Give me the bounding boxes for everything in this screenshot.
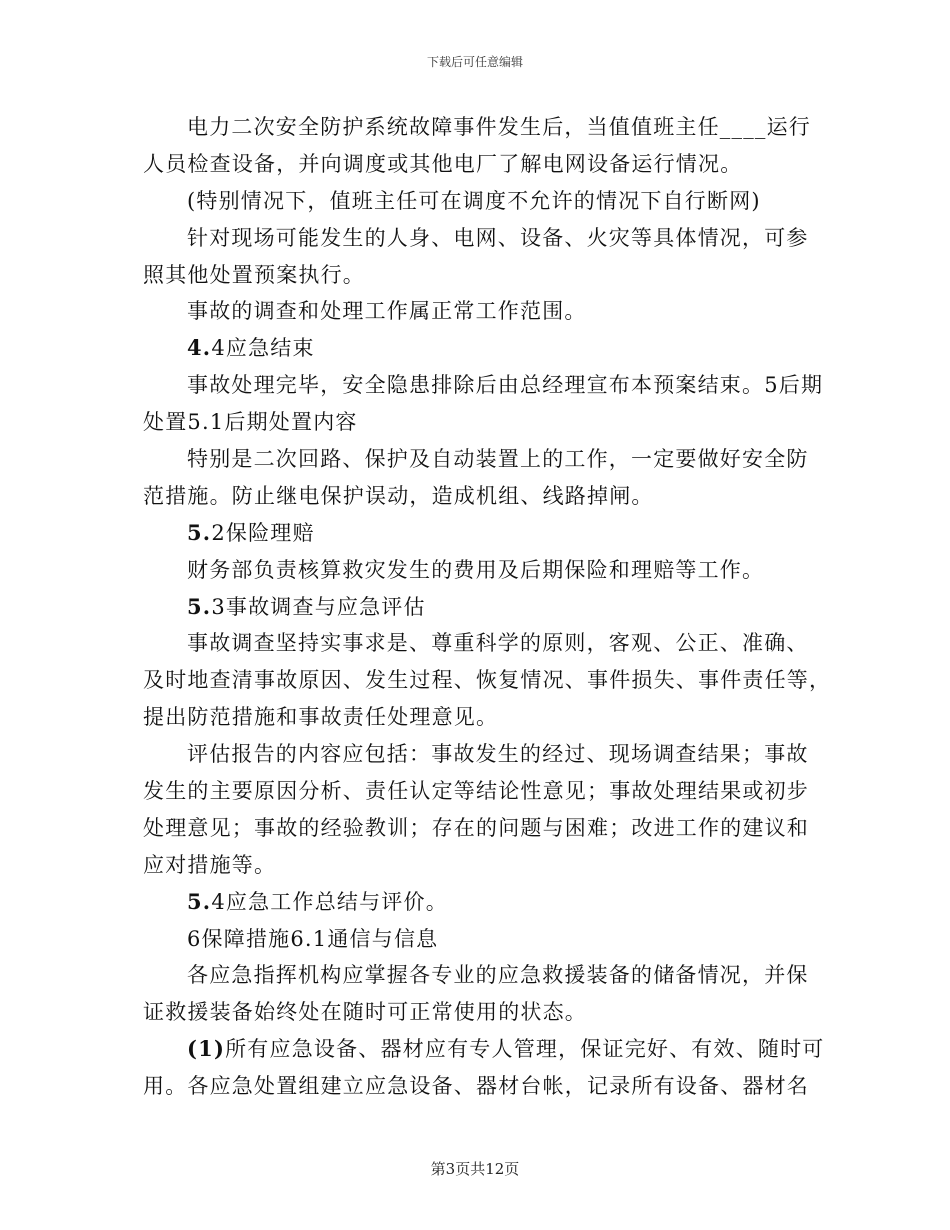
text-line — [143, 147, 815, 184]
text-line — [143, 368, 824, 405]
line-text: 用。各应急处置组建立应急设备、器材台帐，记录所有设备、器材名 — [143, 1074, 809, 1099]
line-text: 事故调查坚持实事求是、尊重科学的原则，客观、公正、准确、 — [187, 631, 809, 656]
line-text: 照其他处置预案执行。 — [143, 262, 365, 287]
section-number: 5. — [187, 519, 212, 545]
text-line — [143, 885, 815, 922]
text-line — [143, 553, 815, 590]
text-line — [143, 958, 815, 995]
line-text: 特别是二次回路、保护及自动装置上的工作，一定要做好安全防 — [187, 447, 809, 472]
line-text: 3事故调查与应急评估 — [211, 594, 426, 619]
line-text: 财务部负责核算救灾发生的费用及后期保险和理赔等工作。 — [187, 557, 765, 582]
section-number: 5. — [187, 593, 212, 619]
line-text: 电力二次安全防护系统故障事件发生后，当值值班主任____运行 — [187, 115, 811, 139]
text-line — [143, 922, 815, 959]
text-line — [143, 811, 815, 848]
section-number: (1) — [187, 1036, 226, 1062]
text-line — [143, 479, 815, 516]
text-line — [143, 663, 832, 700]
line-text: 各应急指挥机构应掌握各专业的应急救援装备的储备情况，并保 — [187, 963, 809, 988]
line-text: 所有应急设备、器材应有专人管理，保证完好、有效、随时可 — [225, 1037, 825, 1062]
line-text: 应对措施等。 — [143, 852, 277, 877]
line-text: 证救援装备始终处在随时可正常使用的状态。 — [143, 1000, 587, 1025]
text-line — [143, 1069, 815, 1106]
line-text: 评估报告的内容应包括：事故发生的经过、现场调查结果；事故 — [187, 742, 809, 767]
line-text: 及时地查清事故原因、发生过程、恢复情况、事件损失、事件责任等， — [143, 668, 832, 693]
text-line — [143, 590, 815, 627]
text-line — [143, 184, 815, 221]
line-text: 人员检查设备，并向调度或其他电厂了解电网设备运行情况。 — [143, 151, 743, 176]
document-body — [143, 110, 832, 1106]
line-text: 发生的主要原因分析、责任认定等结论性意见；事故处理结果或初步 — [143, 779, 809, 804]
text-line — [143, 110, 815, 147]
line-text: 事故处理完毕，安全隐患排除后由总经理宣布本预案结束。5后期 — [187, 373, 824, 398]
section-number: 5. — [187, 888, 212, 914]
text-line — [143, 774, 815, 811]
line-text: 6保障措施6.1通信与信息 — [187, 926, 439, 951]
line-text: 4应急结束 — [211, 336, 315, 361]
line-text: 4应急工作总结与评价。 — [211, 889, 448, 914]
line-text: (特别情况下，值班主任可在调度不允许的情况下自行断网) — [187, 188, 761, 213]
page-footer: 第3页共12页 — [430, 1160, 520, 1178]
text-line — [143, 294, 815, 331]
section-number: 4. — [187, 335, 212, 361]
line-text: 处理意见；事故的经验教训；存在的问题与困难；改进工作的建议和 — [143, 815, 809, 840]
line-text: 针对现场可能发生的人身、电网、设备、火灾等具体情况，可参 — [187, 225, 809, 250]
text-line — [143, 700, 815, 737]
text-line — [143, 331, 815, 368]
text-line — [143, 737, 815, 774]
page-header: 下载后可任意编辑 — [426, 55, 523, 69]
text-line — [143, 405, 815, 442]
text-line — [143, 442, 815, 479]
line-text: 处置5.1后期处置内容 — [143, 410, 358, 435]
text-line — [143, 1032, 825, 1069]
line-text: 范措施。防止继电保护误动，造成机组、线路掉闸。 — [143, 483, 654, 508]
line-text: 事故的调查和处理工作属正常工作范围。 — [187, 299, 587, 324]
text-line — [143, 516, 815, 553]
text-line — [143, 221, 815, 258]
line-text: 提出防范措施和事故责任处理意见。 — [143, 705, 499, 730]
text-line — [143, 848, 815, 885]
text-line — [143, 995, 815, 1032]
text-line — [143, 626, 815, 663]
text-line — [143, 258, 815, 295]
line-text: 2保险理赔 — [211, 520, 315, 545]
